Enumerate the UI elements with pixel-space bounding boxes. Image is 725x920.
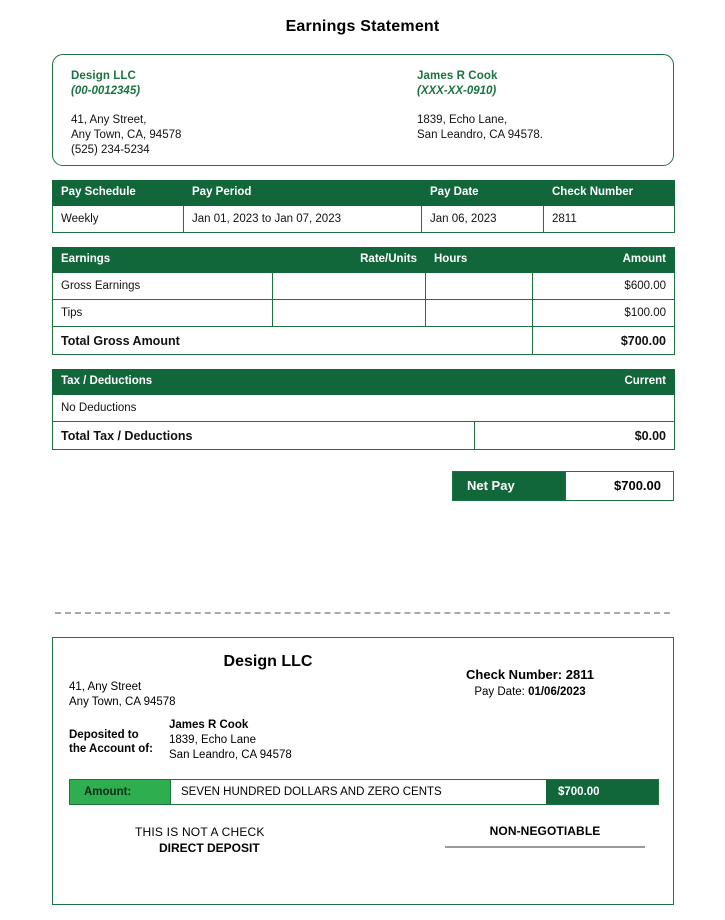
cell-earning-hours [426,273,533,300]
deposit-section [69,718,292,763]
payee-name: James R Cook [169,719,249,731]
check-amount-value: $700.00 [546,780,658,804]
employer-address [71,113,363,158]
cell-check-number: 2811 [544,206,675,233]
spacer [52,166,674,180]
employee-address [417,113,657,143]
cell-earning-hours [426,300,533,327]
cell-earning-rate [273,273,426,300]
check-company-name: Design LLC [223,653,313,670]
col-pay-schedule: Pay Schedule [53,181,184,206]
employee-ssn: (XXX-XX-0910) [417,85,497,97]
payee-address-line2: San Leandro, CA 94578 [169,749,292,761]
check-notice [135,824,265,856]
net-pay-box [452,471,674,501]
col-tax-deductions: Tax / Deductions [53,370,475,395]
notice-line1: THIS IS NOT A CHECK [135,825,265,839]
check-amount-words: SEVEN HUNDRED DOLLARS AND ZERO CENTS [170,780,546,804]
cell-earning-amount: $600.00 [533,273,675,300]
cell-total-gross-amount: $700.00 [533,327,675,355]
check-amount-row [69,779,659,805]
table-row [53,395,675,422]
deposit-label-line1: Deposited to [69,729,139,741]
col-amount: Amount [533,248,675,273]
non-negotiable-block [445,824,645,848]
cell-pay-schedule: Weekly [53,206,184,233]
payee-address-line1: 1839, Echo Lane [169,734,256,746]
check-pay-date-value: 01/06/2023 [528,686,586,698]
net-pay-label: Net Pay [453,472,565,500]
table-row [53,273,675,300]
employer-phone: (525) 234-5234 [71,144,150,156]
net-pay-section [52,471,674,501]
deductions-table [52,369,675,450]
party-info-box [52,54,674,166]
earnings-total-row [53,327,675,355]
table-row [53,300,675,327]
check-header [53,638,673,712]
spacer [52,233,674,247]
earnings-table [52,247,675,355]
tear-off-divider [55,612,670,614]
signature-line [445,846,645,848]
cell-no-deductions: No Deductions [53,395,675,422]
check-amount-label: Amount: [70,780,170,804]
earnings-header-row [53,248,675,273]
col-pay-period: Pay Period [184,181,422,206]
employer-block [69,69,363,158]
deposit-label-line2: the Account of: [69,743,153,755]
spacer [52,355,674,369]
col-check-number: Check Number [544,181,675,206]
check-pay-date-label: Pay Date: [474,686,525,698]
check-address-line2: Any Town, CA 94578 [69,696,176,708]
payee-block [165,718,292,763]
earnings-stub [52,54,674,501]
cell-total-gross-label: Total Gross Amount [53,327,533,355]
notice-line2: DIRECT DEPOSIT [159,841,260,855]
check-pay-date [405,684,655,701]
employer-address-line1: 41, Any Street, [71,114,147,126]
check-address-line1: 41, Any Street [69,681,142,693]
non-negotiable-text: NON-NEGOTIABLE [489,824,601,838]
col-current: Current [475,370,675,395]
check-company-address [69,680,176,710]
cell-pay-period: Jan 01, 2023 to Jan 07, 2023 [184,206,422,233]
table-row [53,206,675,233]
cell-earning-label: Gross Earnings [53,273,273,300]
cell-total-deductions-amount: $0.00 [475,422,675,450]
cell-total-deductions-label: Total Tax / Deductions [53,422,475,450]
check-number-label: Check Number: 2811 [466,667,594,682]
col-rate-units: Rate/Units [273,248,426,273]
cell-earning-amount: $100.00 [533,300,675,327]
deposit-label [69,718,165,763]
check-voucher [52,637,674,905]
employer-name: Design LLC [71,70,136,82]
employer-address-line2: Any Town, CA, 94578 [71,129,182,141]
employee-address-line1: 1839, Echo Lane, [417,114,508,126]
page-title: Earnings Statement [285,18,440,35]
pay-info-table [52,180,675,233]
cell-earning-label: Tips [53,300,273,327]
cell-earning-rate [273,300,426,327]
pay-info-header-row [53,181,675,206]
employee-address-line2: San Leandro, CA 94578. [417,129,543,141]
deductions-total-row [53,422,675,450]
col-hours: Hours [426,248,533,273]
col-pay-date: Pay Date [422,181,544,206]
employee-name: James R Cook [417,70,498,82]
col-earnings: Earnings [53,248,273,273]
employer-id: (00-0012345) [71,85,141,97]
cell-pay-date: Jan 06, 2023 [422,206,544,233]
deductions-header-row [53,370,675,395]
net-pay-amount: $700.00 [565,472,673,500]
employee-block [363,69,657,158]
check-meta [405,666,655,701]
